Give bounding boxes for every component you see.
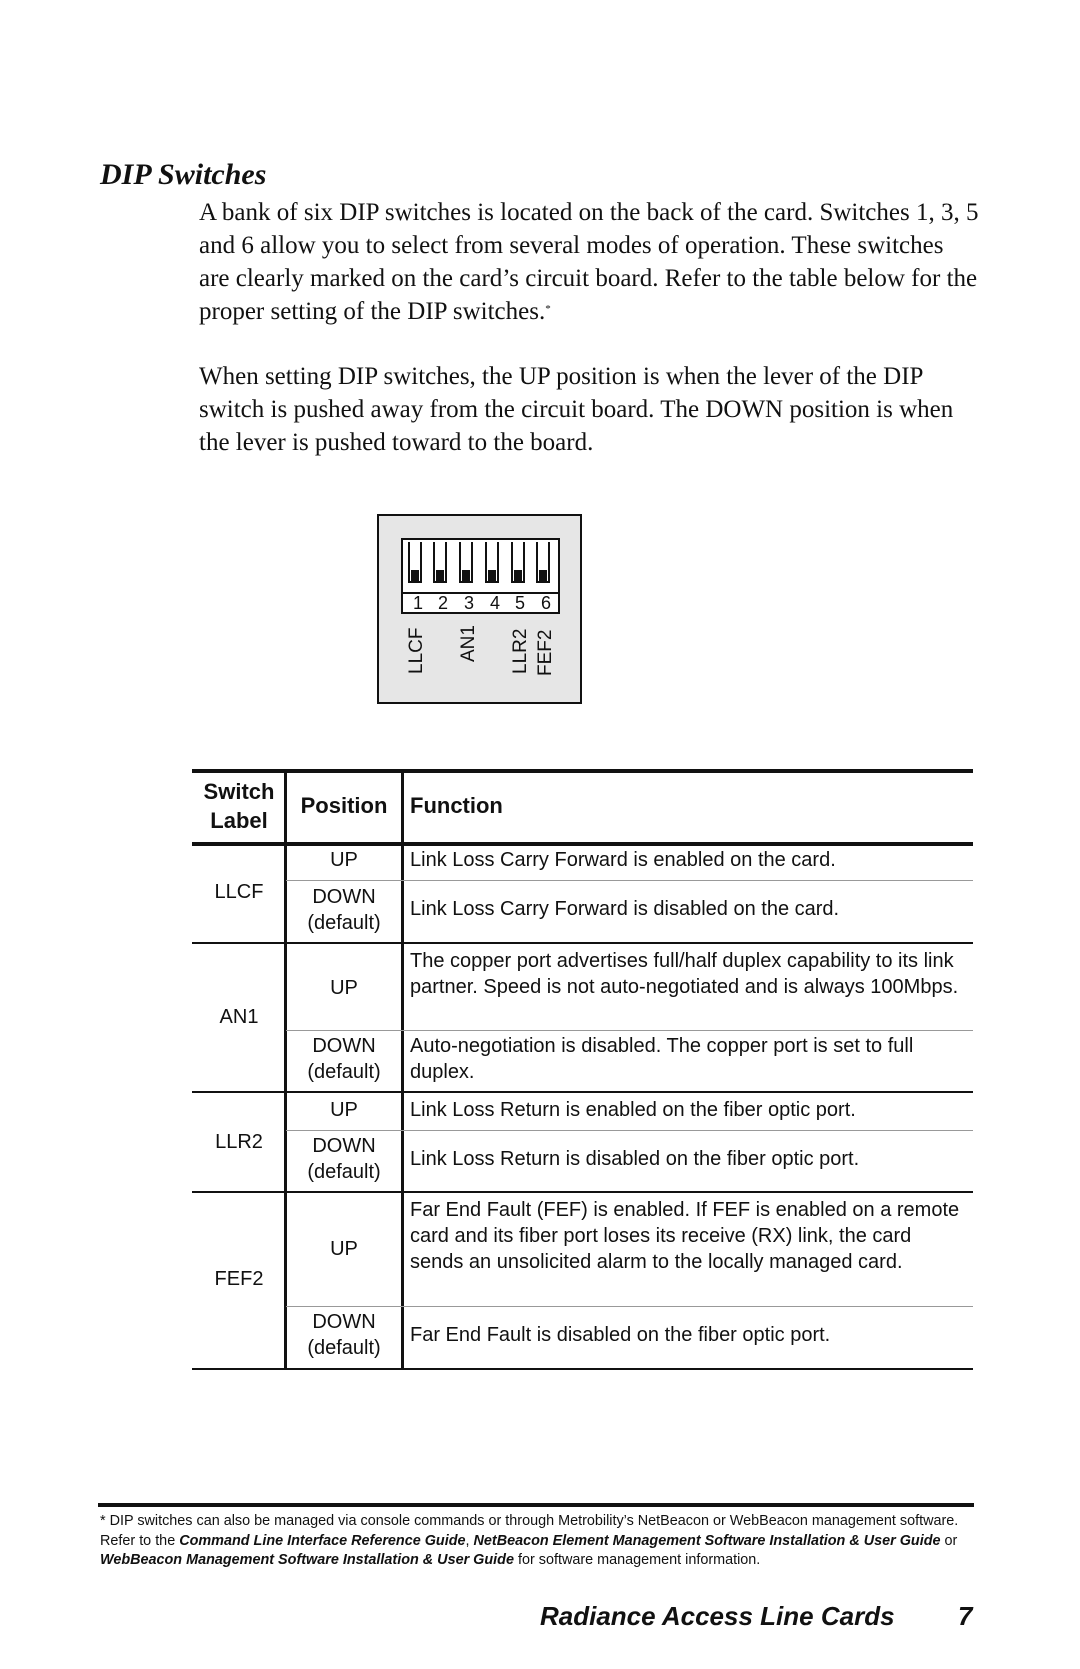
position-down: DOWN (default)	[307, 886, 381, 934]
dip-switch-3	[459, 542, 473, 583]
row-label-an1: AN1	[219, 1006, 259, 1028]
table-top-rule	[192, 769, 973, 773]
switch-number-strip	[401, 594, 560, 614]
section-heading: DIP Switches	[100, 158, 267, 191]
switch-lever	[514, 570, 522, 581]
switch-label-llcf: LLCF	[406, 627, 427, 674]
row-label-llcf: LLCF	[214, 881, 264, 903]
switch-label-fef2: FEF2	[535, 629, 556, 676]
table-bottom-rule	[192, 1368, 973, 1370]
row-label-fef2: FEF2	[214, 1268, 264, 1290]
function-text: Link Loss Return is enabled on the fiber optic port.	[410, 1099, 856, 1121]
row-divider	[286, 880, 973, 881]
intro-text: A bank of six DIP switches is located on the back of the card. Switches 1, 3, 5 and 6 allow you to select from several modes of operation. These switches are clearly marked on the card’s circuit board. Refer to the table below for the proper setting of the DIP switches.	[199, 199, 979, 325]
function-text: The copper port advertises full/half duplex capability to its link partner. Speed is not auto-negotiated and is always 100Mbps.	[410, 950, 959, 998]
reference-title: WebBeacon Management Software Installation & User Guide	[100, 1552, 514, 1568]
footnote: * DIP switches can also be managed via console commands or through Metrobility’s NetBeacon or WebBeacon management software. Refer to the Command Line Interface Reference Guide, NetBeacon Element Management Software Installation & User Guide or WebBeacon Management Software Installation & User Guide for software management information.	[100, 1513, 959, 1568]
dip-switch-1	[408, 542, 422, 583]
position-paragraph: When setting DIP switches, the UP position is when the lever of the DIP switch is pushed away from the circuit board. The DOWN position is when the lever is pushed toward to the board.	[199, 363, 954, 456]
position-down: DOWN (default)	[307, 1135, 381, 1183]
function-text: Auto-negotiation is disabled. The copper port is set to full duplex.	[410, 1035, 914, 1083]
row-label-llr2: LLR2	[215, 1131, 263, 1153]
function-text: Link Loss Return is disabled on the fiber optic port.	[410, 1148, 860, 1170]
switch-lever	[436, 570, 444, 581]
switch-label-an1: AN1	[458, 625, 479, 662]
row-divider	[286, 1030, 973, 1031]
header-function: Function	[410, 793, 503, 818]
group-divider	[192, 942, 973, 944]
switch-number: 5	[514, 593, 525, 613]
position-up: UP	[330, 1099, 358, 1121]
position-up: UP	[330, 977, 358, 999]
footnote-marker: *	[545, 303, 551, 315]
position-down: DOWN (default)	[307, 1311, 381, 1359]
header-bottom-rule	[192, 842, 973, 846]
switch-number: 2	[437, 593, 448, 613]
switch-number: 1	[412, 593, 423, 613]
footer-title: Radiance Access Line Cards	[540, 1601, 895, 1631]
reference-title: NetBeacon Element Management Software Installation & User Guide	[473, 1532, 941, 1549]
page-number: 7	[958, 1601, 973, 1631]
dip-switch-2	[433, 542, 447, 583]
header-position: Position	[300, 793, 388, 818]
group-divider	[192, 1191, 973, 1193]
switch-lever	[411, 570, 419, 581]
switch-number: 3	[463, 593, 474, 613]
function-text: Link Loss Carry Forward is enabled on the card.	[410, 849, 836, 871]
row-divider	[286, 1306, 973, 1307]
dip-switch-figure	[377, 514, 582, 704]
row-divider	[286, 1130, 973, 1131]
dip-switch-bank	[401, 538, 560, 594]
switch-number: 6	[540, 593, 551, 613]
dip-switch-5	[511, 542, 525, 583]
position-up: UP	[330, 1238, 358, 1260]
position-up: UP	[330, 849, 358, 871]
footnote-rule	[98, 1503, 974, 1507]
position-down: DOWN (default)	[307, 1035, 381, 1083]
reference-title: Command Line Interface Reference Guide	[179, 1532, 466, 1549]
switch-number: 4	[489, 593, 500, 613]
function-text: Far End Fault is disabled on the fiber optic port.	[410, 1324, 831, 1346]
dip-switch-4	[485, 542, 499, 583]
switch-lever	[462, 570, 470, 581]
switch-lever	[488, 570, 496, 581]
switch-lever	[539, 570, 547, 581]
intro-paragraph	[199, 196, 979, 328]
header-switch-label: Switch Label	[203, 779, 275, 833]
dip-switch-6	[536, 542, 550, 583]
function-text: Far End Fault (FEF) is enabled. If FEF is enabled on a remote card and its fiber port loses its receive (RX) link, the card sends an unsolicited alarm to the locally managed card.	[410, 1199, 960, 1273]
group-divider	[192, 1091, 973, 1093]
switch-label-llr2: LLR2	[510, 628, 531, 674]
function-text: Link Loss Carry Forward is disabled on the card.	[410, 898, 840, 920]
